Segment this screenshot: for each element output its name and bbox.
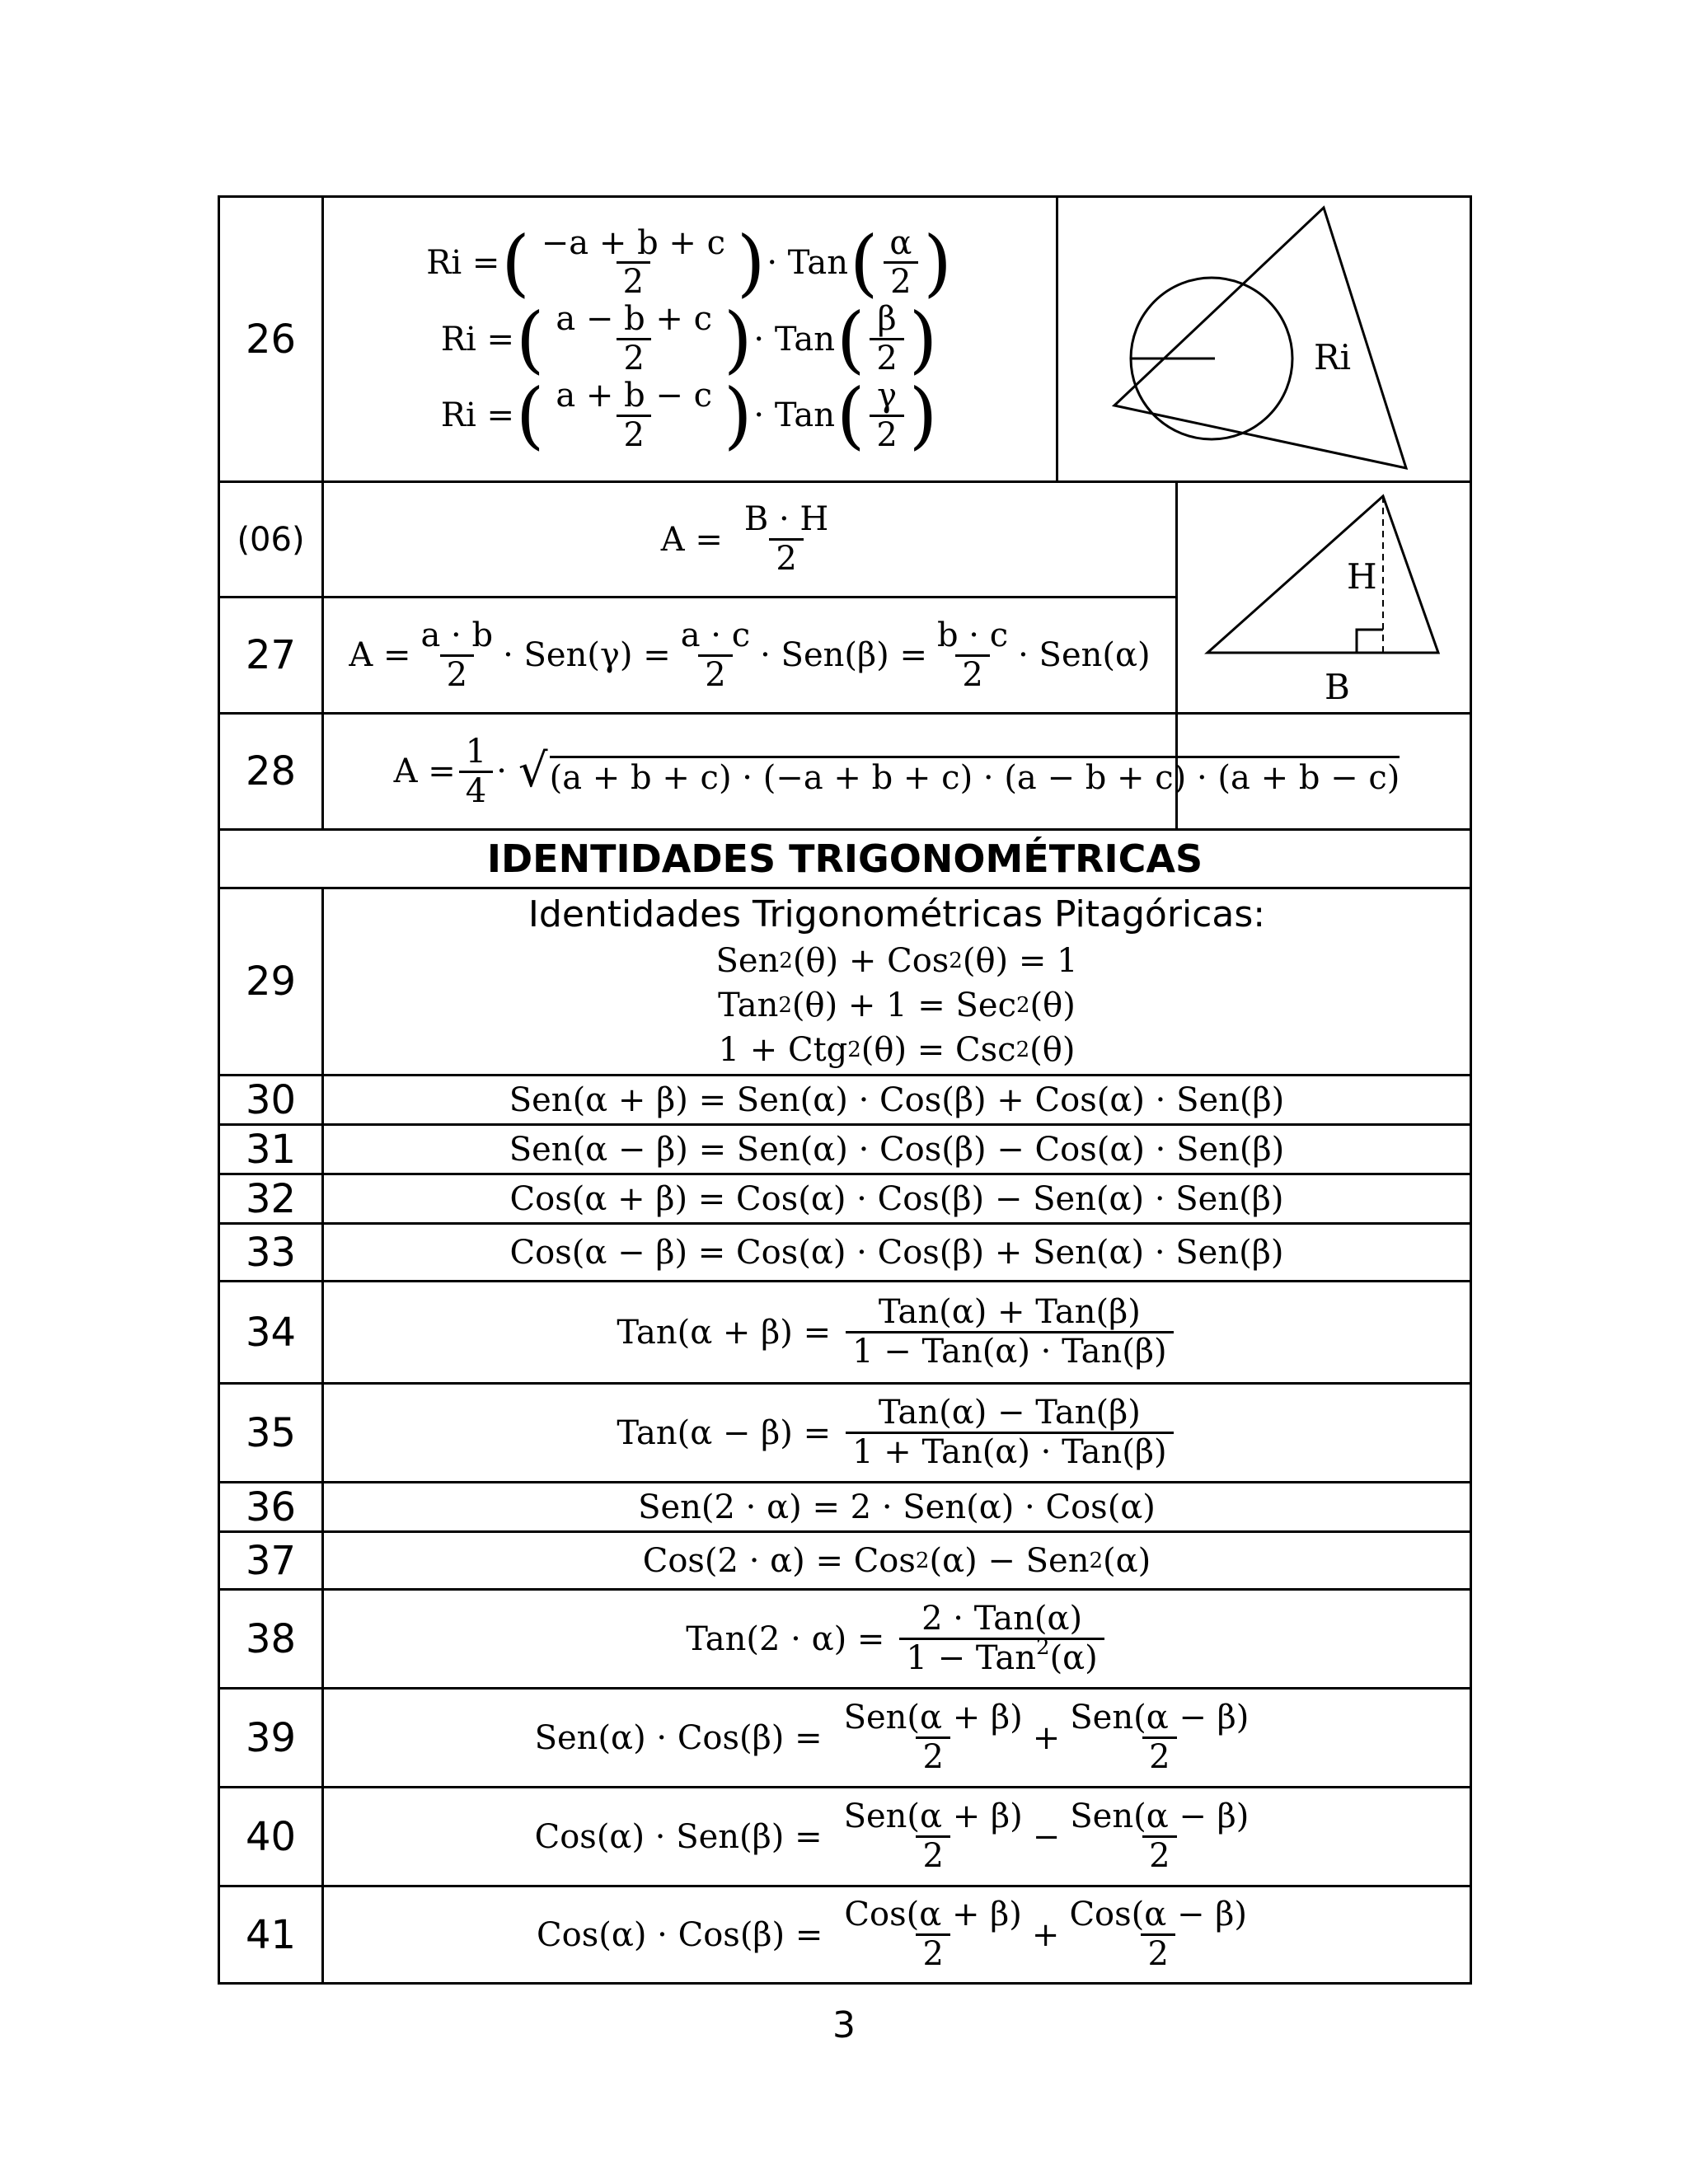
denominator: 2 (1141, 1933, 1175, 1973)
operator: + (1031, 1915, 1060, 1954)
row-number: 36 (245, 1483, 297, 1530)
page-number: 3 (832, 2004, 856, 2046)
numerator: Cos(α + β) (844, 1896, 1022, 1934)
numerator: β (877, 300, 897, 339)
formula-31: Sen(α − β) = Sen(α) · Cos(β) − Cos(α) · Sen(β) (509, 1130, 1285, 1169)
formula-lhs: A = (349, 636, 411, 674)
denominator: 2 (870, 415, 903, 454)
numerator: Sen(α − β) (1070, 1797, 1250, 1836)
numerator: −a + b + c (541, 223, 726, 262)
formula-06 (324, 483, 1175, 596)
formula-40 (324, 1788, 1470, 1885)
formula-35 (324, 1385, 1470, 1481)
formula-lhs: Tan(α + β) = (617, 1313, 832, 1352)
angle-fraction (883, 225, 918, 302)
formula-lhs: Sen(α) · Cos(β) = (534, 1718, 823, 1757)
square-root: √ (a + b + c) · (−a + b + c) · (a − b + c) · (a + b − c) (518, 744, 1400, 798)
row-number: 31 (245, 1126, 297, 1173)
denominator: 1 − Tan$^2$(α) (899, 1638, 1104, 1677)
subsection-title: Identidades Trigonométricas Pitagóricas: (528, 893, 1266, 935)
angle-fraction (870, 301, 903, 377)
fraction (1062, 1896, 1254, 1973)
numerator: a · c (680, 616, 751, 654)
row-number: 28 (245, 748, 297, 794)
denominator: 1 + Tan(α) · Tan(β) (846, 1432, 1173, 1471)
row-number: 30 (245, 1076, 297, 1123)
row-number: 40 (245, 1813, 297, 1860)
denominator: 2 (916, 1933, 950, 1973)
term: · Sen(γ) = (503, 636, 671, 674)
formula-34 (324, 1282, 1470, 1382)
inradius-formula-alpha: Ri = ( $\frac{-a + b + c}{2}$ ) · Tan ( $\frac{\alpha}{2}$ ) (426, 219, 952, 305)
row-number: 26 (245, 316, 297, 363)
tan-term: · Tan (753, 320, 836, 359)
incircle-triangle-figure (1058, 198, 1470, 480)
fraction (549, 301, 719, 377)
formula-lhs: Tan(α − β) = (617, 1413, 832, 1452)
denominator: 1 − Tan(α) · Tan(β) (846, 1331, 1173, 1371)
term: · (496, 752, 507, 790)
formula-26 (324, 198, 1056, 480)
numerator: α (889, 223, 912, 262)
right-angle-mark (1357, 630, 1383, 653)
numerator: Sen(α + β) (843, 1699, 1023, 1737)
pythagorean-identity-3: 1 + Ctg 2 (θ) = Csc 2 (θ) (718, 1031, 1076, 1069)
row-number: 38 (245, 1615, 297, 1662)
numerator: Sen(α + β) (843, 1797, 1023, 1836)
numerator: b · c (936, 616, 1009, 654)
numerator: 2 · Tan(α) (921, 1600, 1083, 1638)
radius-label: Ri (1314, 337, 1352, 377)
fraction (738, 501, 835, 578)
tan-term: · Tan (767, 243, 848, 282)
formula-lhs: Tan(2 · α) = (686, 1619, 885, 1658)
denominator: 2 (1142, 1835, 1176, 1875)
triangle-shape (1207, 496, 1438, 653)
denominator: 2 (1142, 1736, 1176, 1776)
operator: + (1032, 1718, 1061, 1757)
angle-fraction (870, 377, 903, 454)
operator: − (1032, 1817, 1061, 1856)
formula-lhs: Ri = (440, 320, 514, 359)
row-number: 37 (245, 1537, 297, 1584)
section-title: IDENTIDADES TRIGONOMÉTRICAS (486, 837, 1203, 881)
table-border-right (1470, 195, 1472, 1985)
formula-lhs: Ri = (426, 243, 500, 282)
numerator: Sen(α − β) (1070, 1699, 1250, 1737)
numerator: Tan(α) − Tan(β) (878, 1394, 1141, 1432)
numerator: a · b (420, 616, 494, 654)
formula-28 (324, 715, 1470, 828)
row-number: 33 (245, 1229, 297, 1276)
numerator: Cos(α − β) (1069, 1896, 1247, 1934)
denominator: 2 (617, 338, 650, 377)
fraction (837, 1896, 1029, 1973)
fraction (837, 1699, 1029, 1776)
formula-32: Cos(α + β) = Cos(α) · Cos(β) − Sen(α) · Sen(β) (509, 1179, 1284, 1218)
base-label: B (1325, 667, 1350, 707)
denominator: 2 (916, 1736, 950, 1776)
pythagorean-identity-2: Tan 2 (θ) + 1 = Sec 2 (θ) (718, 987, 1076, 1024)
fraction (899, 1601, 1104, 1677)
fraction (674, 617, 757, 694)
formula-29 (324, 889, 1470, 1074)
row-number: 34 (245, 1309, 297, 1356)
numerator: a + b − c (556, 376, 713, 415)
row-number: 41 (245, 1911, 297, 1958)
row-number: 29 (245, 958, 297, 1005)
numerator: a − b + c (556, 300, 713, 339)
denominator: 4 (459, 771, 493, 810)
row-number: 32 (245, 1175, 297, 1222)
numerator: Tan(α) + Tan(β) (878, 1293, 1141, 1332)
fraction (837, 1798, 1029, 1875)
denominator: 2 (884, 261, 917, 301)
inradius-formula-gamma: Ri = ( $\frac{a + b - c}{2}$ ) · Tan ( $\frac{\gamma}{2}$ ) (440, 373, 938, 458)
formula-lhs: A = (660, 520, 723, 559)
table-border-bottom (218, 1982, 1472, 1985)
formula-38 (324, 1591, 1470, 1687)
triangle-height-figure (1178, 483, 1470, 712)
numerator: γ (877, 376, 898, 415)
denominator: 2 (955, 654, 989, 694)
formula-27 (324, 598, 1175, 712)
numerator: 1 (465, 732, 487, 771)
denominator: 2 (440, 654, 474, 694)
row-number: 39 (245, 1714, 297, 1761)
radicand: (a + b + c) · (−a + b + c) · (a − b + c) · (a + b − c) (550, 756, 1400, 794)
fraction (549, 377, 719, 454)
formula-41 (324, 1887, 1470, 1982)
denominator: 2 (617, 261, 650, 301)
tan-term: · Tan (753, 396, 836, 435)
denominator: 2 (769, 538, 803, 578)
term: · Sen(β) = (760, 636, 927, 674)
row-number: (06) (237, 520, 305, 559)
fraction (535, 225, 732, 302)
inradius-formula-beta: Ri = ( $\frac{a - b + c}{2}$ ) · Tan ( $\frac{\beta}{2}$ ) (440, 296, 938, 382)
fraction (846, 1394, 1173, 1471)
fraction (459, 733, 493, 810)
formula-33: Cos(α − β) = Cos(α) · Cos(β) + Sen(α) · Sen(β) (509, 1233, 1284, 1272)
formula-lhs: Ri = (440, 396, 514, 435)
triangle-shape (1114, 208, 1406, 468)
formula-lhs: Cos(α) · Cos(β) = (537, 1915, 823, 1954)
denominator: 2 (916, 1835, 950, 1875)
formula-36: Sen(2 · α) = 2 · Sen(α) · Cos(α) (638, 1488, 1156, 1526)
pythagorean-identity-1: Sen 2 (θ) + Cos 2 (θ) = 1 (715, 942, 1078, 980)
denominator: 2 (870, 338, 903, 377)
term: · Sen(α) (1018, 636, 1151, 674)
row-number: 27 (245, 632, 297, 678)
formula-39 (324, 1690, 1470, 1786)
formula-37: Cos(2 · α) = Cos 2 (α) − Sen 2 (α) (642, 1541, 1151, 1580)
fraction (1063, 1699, 1255, 1776)
numerator: B · H (743, 500, 829, 539)
fraction (414, 617, 499, 694)
row-number: 35 (245, 1409, 297, 1456)
fraction (1063, 1798, 1255, 1875)
fraction (846, 1294, 1173, 1371)
formula-30: Sen(α + β) = Sen(α) · Cos(β) + Cos(α) · Sen(β) (509, 1080, 1285, 1119)
formula-lhs: Cos(α) · Sen(β) = (534, 1817, 823, 1856)
formula-lhs: A = (393, 752, 456, 790)
denominator: 2 (698, 654, 732, 694)
fraction (931, 617, 1015, 694)
denominator: 2 (617, 415, 650, 454)
height-label: H (1347, 556, 1377, 597)
